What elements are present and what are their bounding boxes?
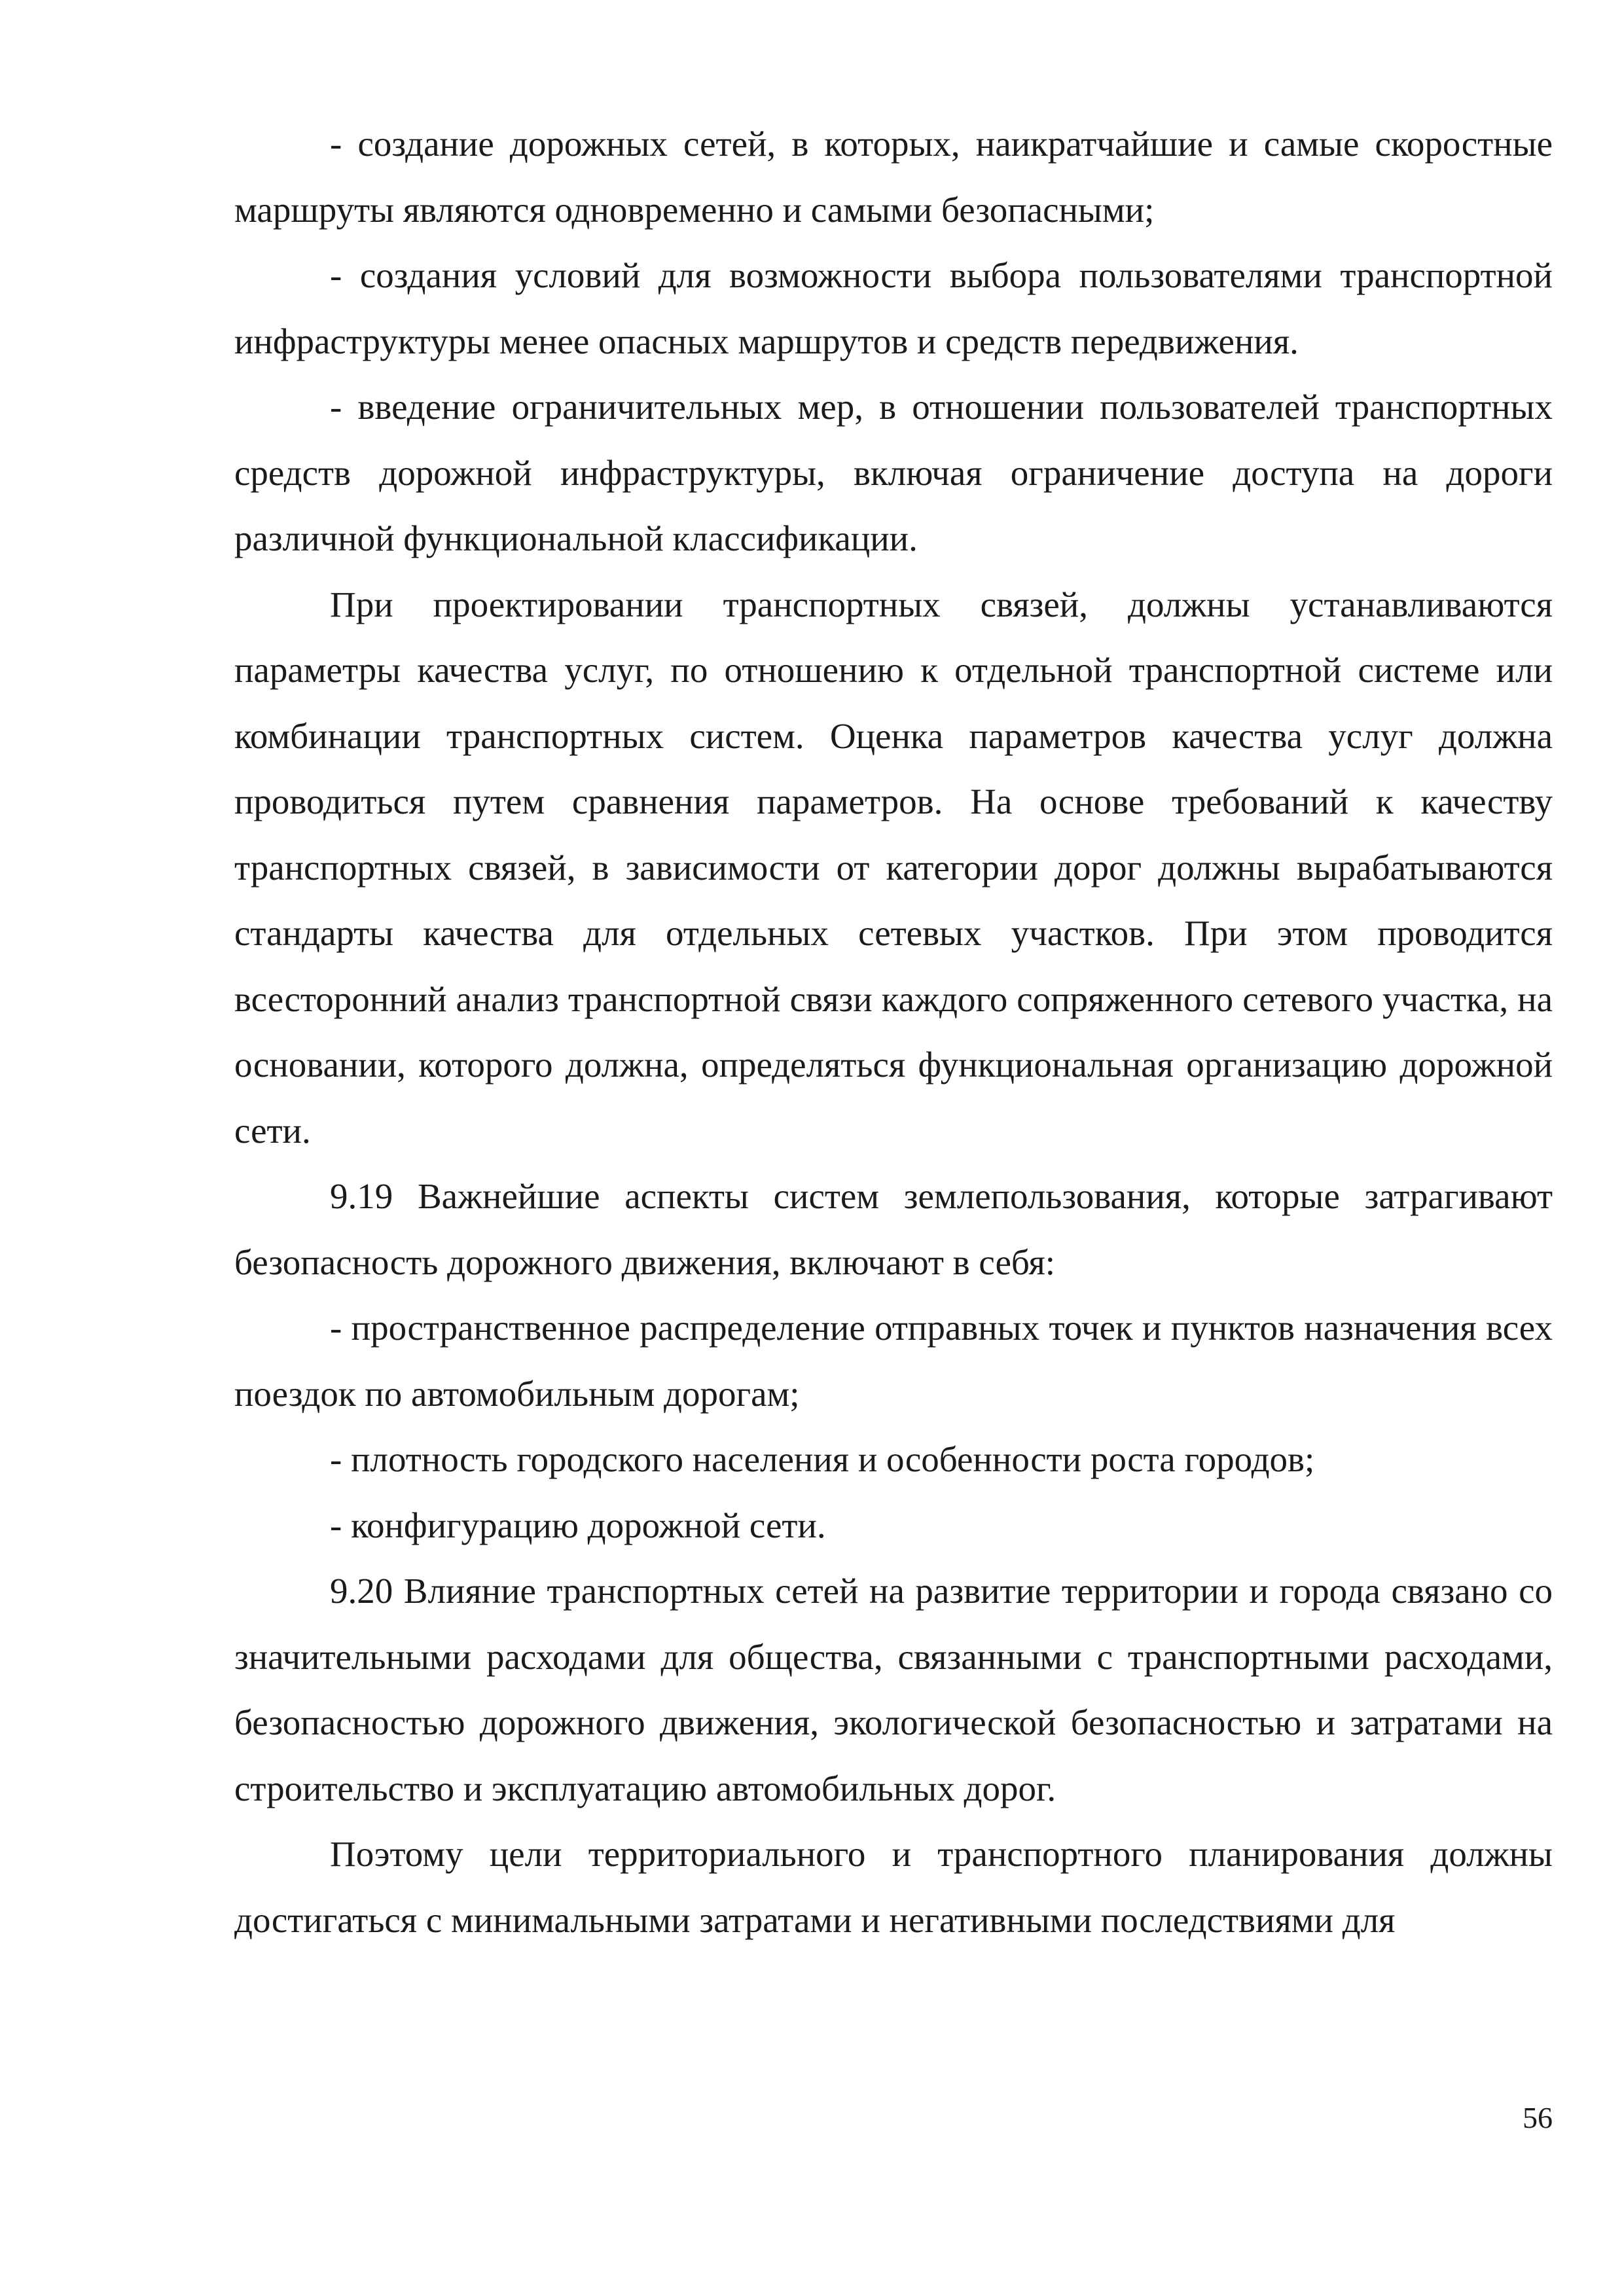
page-number: 56 (1523, 2101, 1553, 2134)
paragraph-population-density: - плотность городского населения и особенности роста городов; (330, 1439, 1315, 1479)
paragraph-spatial-distribution: - пространственное распределение отправных точек и пунктов назначения всех поездок по автомобильным дорогам; (234, 1308, 1553, 1414)
paragraph-planning-goals: Поэтому цели территориального и транспортного планирования должны достигаться с минимальными затратами и негативными последствиями для (234, 1834, 1553, 1940)
paragraph-network-configuration: - конфигурацию дорожной сети. (330, 1505, 826, 1545)
paragraph-route-choice: - создания условий для возможности выбора пользователями транспортной инфраструктуры менее опасных маршрутов и средств передвижения. (234, 255, 1553, 361)
paragraph-transport-links-design: При проектировании транспортных связей, должны устанавливаются параметры качества услуг, по отношению к отдельной транспортной системе или комбинации транспортных систем. Оценка параметров качества услуг должна проводиться путем сравнения параметров. На основе требований к качеству транспортных связей, в зависимости от категории дорог должны вырабатываются стандарты качества для отдельных сетевых участков. При этом проводится всесторонний анализ транспортной связи каждого сопряженного сетевого участка, на основании, которого должна, определяться функциональная организацию дорожной сети. (234, 584, 1553, 1151)
paragraph-road-networks: - создание дорожных сетей, в которых, наикратчайшие и самые скоростные маршруты являются одновременно и самыми безопасными; (234, 124, 1553, 230)
paragraph-section-9-19: 9.19 Важнейшие аспекты систем землепользования, которые затрагивают безопасность дорожного движения, включают в себя: (234, 1176, 1553, 1282)
paragraph-restrictive-measures: - введение ограничительных мер, в отношении пользователей транспортных средств дорожной инфраструктуры, включая ограничение доступа на дороги различной функциональной классификации. (234, 387, 1553, 558)
paragraph-section-9-20: 9.20 Влияние транспортных сетей на развитие территории и города связано со значительными расходами для общества, связанными с транспортными расходами, безопасностью дорожного движения, экологической безопасностью и затратами на строительство и эксплуатацию автомобильных дорог. (234, 1571, 1553, 1808)
body-text (234, 111, 1553, 1953)
